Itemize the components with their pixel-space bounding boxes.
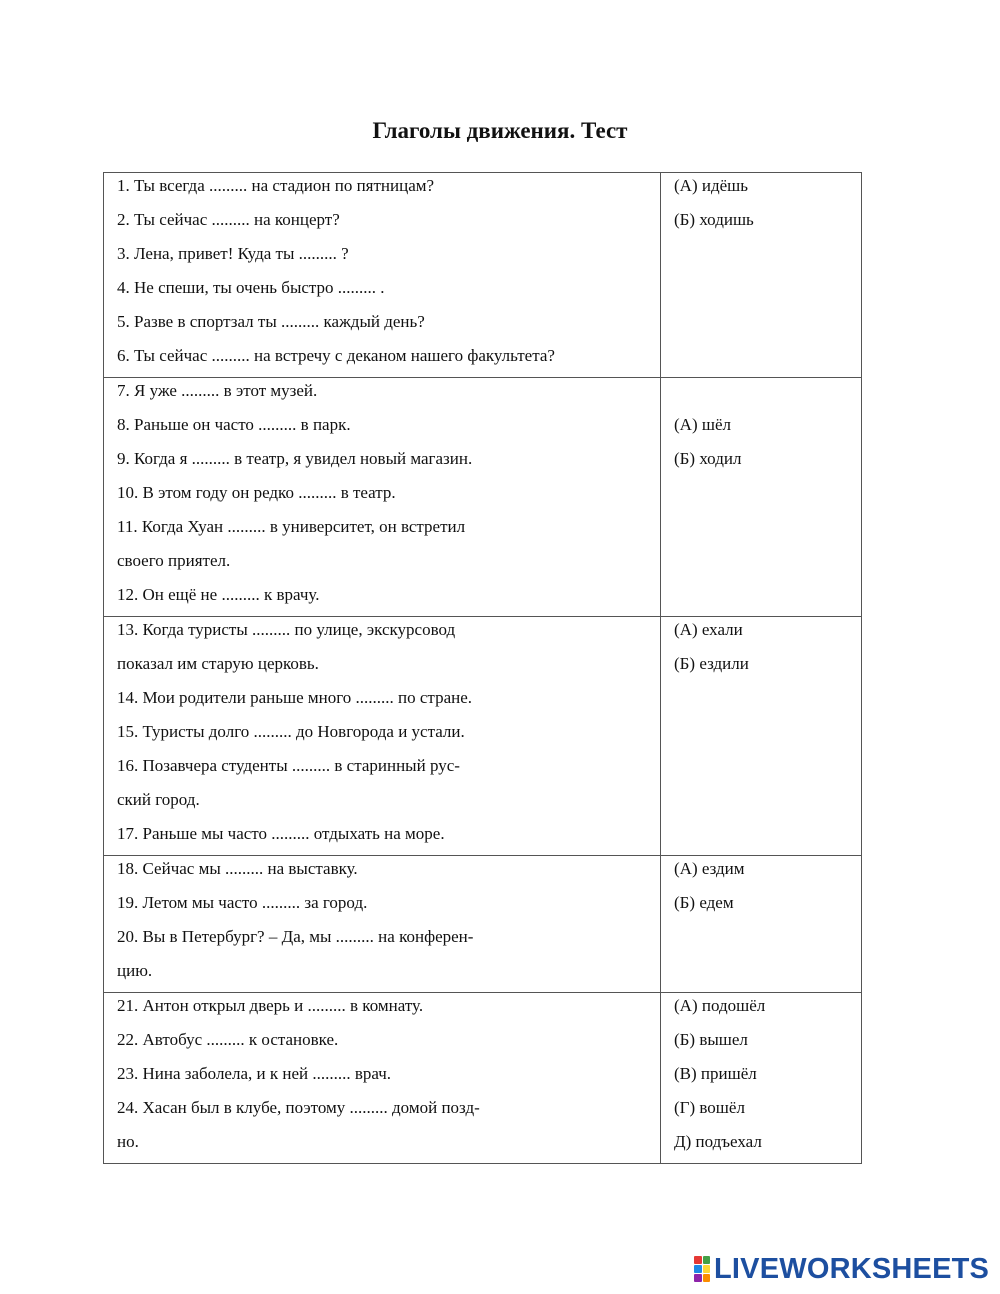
logo-square [694, 1256, 702, 1264]
question-line: 17. Раньше мы часто ......... отдыхать на море. [117, 824, 445, 843]
exercise-group-5 [104, 993, 862, 1164]
answer-option: (А) шёл [674, 415, 731, 434]
answer-options-cell [661, 378, 862, 617]
answer-option: (В) пришёл [674, 1064, 757, 1083]
questions-cell [104, 856, 661, 993]
question-line: 19. Летом мы часто ......... за город. [117, 893, 368, 912]
question-line: 3. Лена, привет! Куда ты ......... ? [117, 244, 349, 263]
question-line: показал им старую церковь. [117, 654, 319, 673]
question-line: 9. Когда я ......... в театр, я увидел новый магазин. [117, 449, 473, 468]
answer-option: (Б) ездили [674, 654, 749, 673]
question-line: цию. [117, 961, 153, 980]
logo-square [703, 1274, 711, 1282]
answer-option: (Г) вошёл [674, 1098, 745, 1117]
logo-square [703, 1256, 711, 1264]
question-line: ский город. [117, 790, 200, 809]
test-table [103, 172, 862, 1164]
question-line: 5. Разве в спортзал ты ......... каждый день? [117, 312, 425, 331]
question-line: 24. Хасан был в клубе, поэтому ......... домой позд- [117, 1098, 480, 1117]
answer-option: Д) подъехал [674, 1132, 762, 1151]
question-line: 23. Нина заболела, и к ней ......... врач. [117, 1064, 392, 1083]
logo-text: LIVEWORKSHEETS [714, 1253, 990, 1285]
question-line: 10. В этом году он редко ......... в театр. [117, 483, 396, 502]
question-line: 4. Не спеши, ты очень быстро ......... . [117, 278, 385, 297]
liveworksheets-logo-icon [694, 1256, 710, 1282]
logo-square [694, 1274, 702, 1282]
question-line: 11. Когда Хуан ......... в университет, он встретил [117, 517, 466, 536]
question-line: 21. Антон открыл дверь и ......... в комнату. [117, 996, 424, 1015]
question-line: своего приятел. [117, 551, 231, 570]
question-line: 12. Он ещё не ......... к врачу. [117, 585, 320, 604]
question-line: 7. Я уже ......... в этот музей. [117, 381, 318, 400]
question-line: 13. Когда туристы ......... по улице, экскурсовод [117, 620, 456, 639]
logo-square [703, 1265, 711, 1273]
spacer [674, 378, 848, 412]
answer-option: (Б) ходишь [674, 210, 754, 229]
answer-options-cell [661, 617, 862, 856]
answer-options-cell [661, 856, 862, 993]
answer-option: (А) подошёл [674, 996, 766, 1015]
question-line: 1. Ты всегда ......... на стадион по пятницам? [117, 176, 435, 195]
liveworksheets-logo [694, 1254, 989, 1284]
questions-cell [104, 173, 661, 378]
questions-cell [104, 993, 661, 1164]
exercise-group-2 [104, 378, 862, 617]
answer-option: (А) идёшь [674, 176, 748, 195]
answer-options-cell [661, 993, 862, 1164]
question-line: 8. Раньше он часто ......... в парк. [117, 415, 351, 434]
question-line: 20. Вы в Петербург? – Да, мы ......... на конферен- [117, 927, 474, 946]
exercise-group-1 [104, 173, 862, 378]
question-line: 16. Позавчера студенты ......... в старинный рус- [117, 756, 460, 775]
question-line: 22. Автобус ......... к остановке. [117, 1030, 339, 1049]
answer-options-cell [661, 173, 862, 378]
logo-square [694, 1265, 702, 1273]
questions-cell [104, 378, 661, 617]
page-title: Глаголы движения. Тест [372, 118, 628, 143]
answer-option: (А) ездим [674, 859, 745, 878]
question-line: 2. Ты сейчас ......... на концерт? [117, 210, 340, 229]
answer-option: (Б) вышел [674, 1030, 748, 1049]
answer-option: (А) ехали [674, 620, 743, 639]
question-line: 14. Мои родители раньше много ......... по стране. [117, 688, 473, 707]
exercise-group-3 [104, 617, 862, 856]
answer-option: (Б) ходил [674, 449, 742, 468]
answer-option: (Б) едем [674, 893, 734, 912]
exercise-group-4 [104, 856, 862, 993]
question-line: но. [117, 1132, 139, 1151]
question-line: 6. Ты сейчас ......... на встречу с деканом нашего факультета? [117, 346, 555, 365]
question-line: 15. Туристы долго ......... до Новгорода и устали. [117, 722, 465, 741]
questions-cell [104, 617, 661, 856]
question-line: 18. Сейчас мы ......... на выставку. [117, 859, 358, 878]
